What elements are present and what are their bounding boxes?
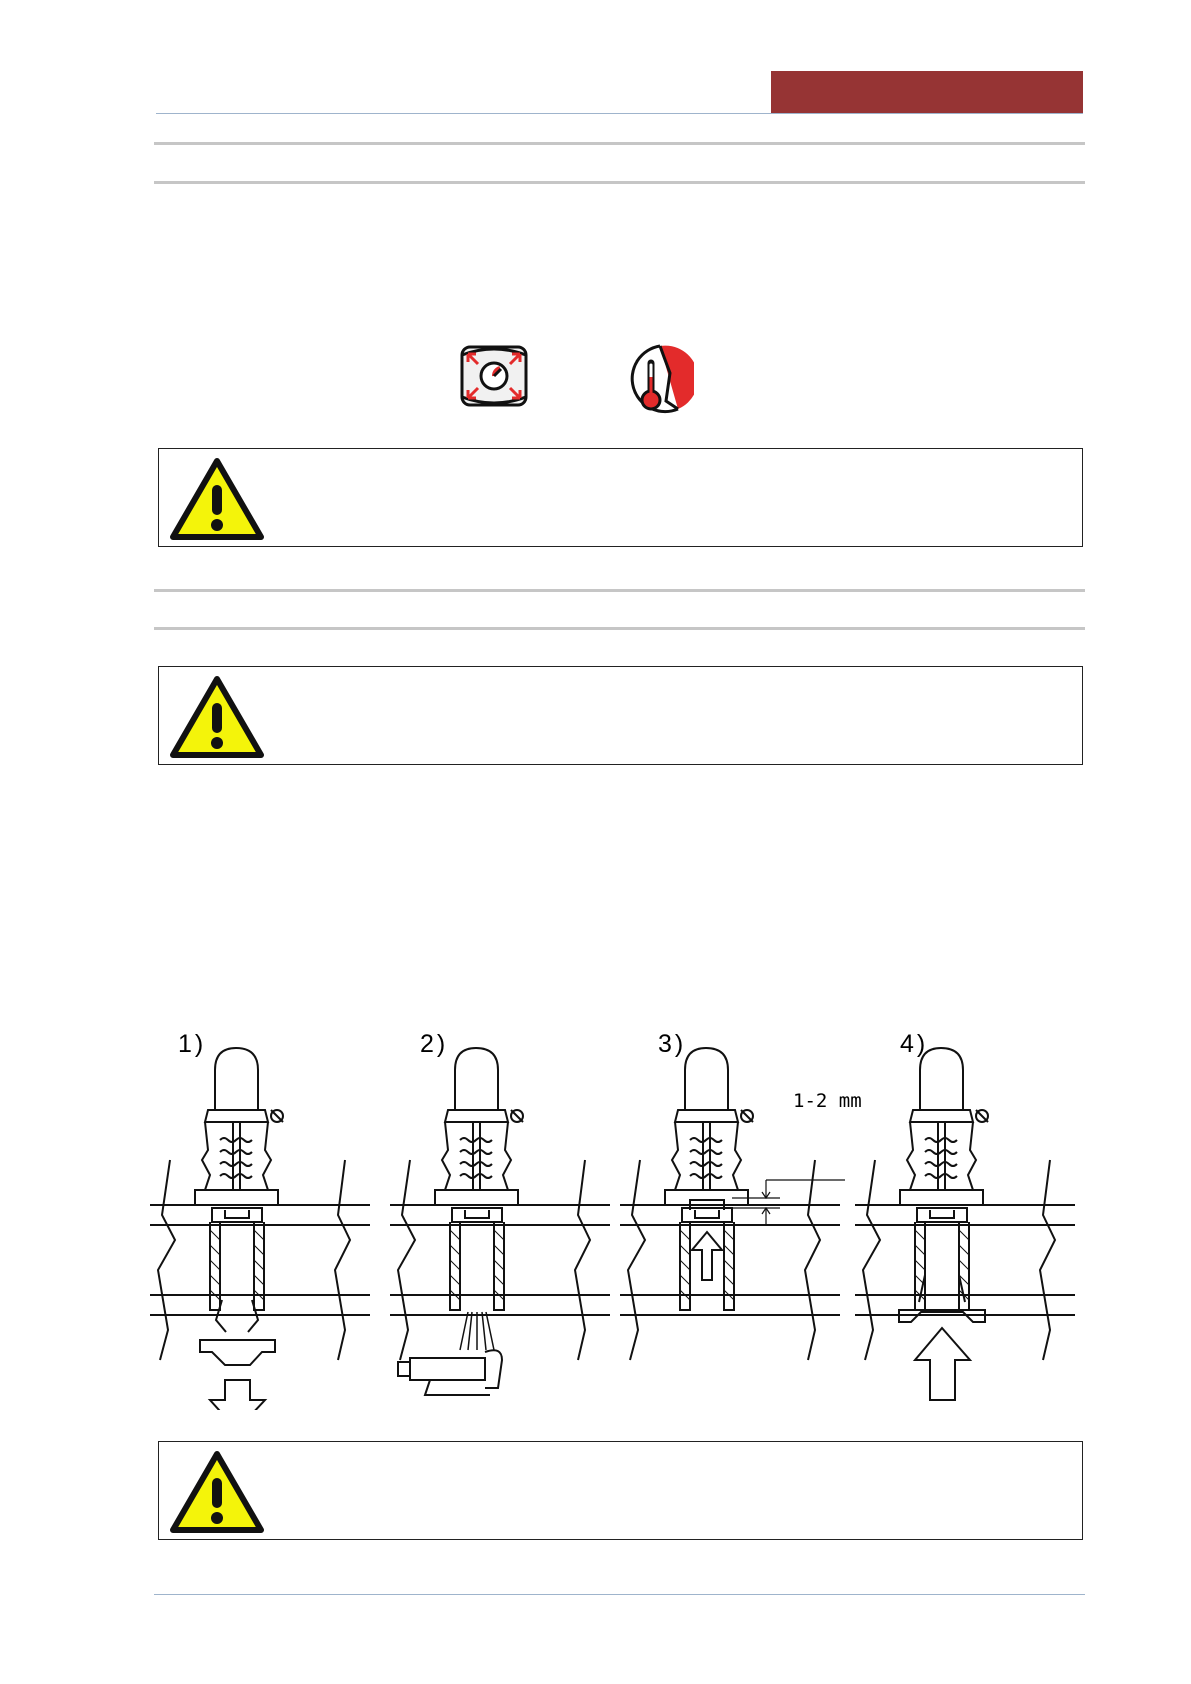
step-label-1: 1)	[178, 1030, 207, 1058]
pressure-gauge-icon	[460, 345, 528, 407]
section-rule-bottom-1	[154, 181, 1085, 184]
header-accent-bar	[771, 71, 1083, 113]
valve-procedure-figure	[150, 1010, 1085, 1410]
warning-box-1	[158, 448, 1083, 547]
warning-box-3	[158, 1441, 1083, 1540]
step-label-4: 4)	[900, 1030, 929, 1058]
warning-box-2	[158, 666, 1083, 765]
warning-triangle-icon	[169, 457, 265, 541]
step-label-3: 3)	[658, 1030, 687, 1058]
step-label-2: 2)	[420, 1030, 449, 1058]
warning-triangle-icon	[169, 1450, 265, 1534]
hot-temperature-icon	[624, 343, 694, 415]
gap-dimension-label: 1-2 mm	[793, 1090, 862, 1112]
section-rule-top-1	[154, 142, 1085, 145]
header-rule	[156, 113, 1083, 114]
warning-triangle-icon	[169, 675, 265, 759]
footer-rule	[154, 1594, 1085, 1595]
section-rule-bottom-2	[154, 627, 1085, 630]
section-rule-top-2	[154, 589, 1085, 592]
